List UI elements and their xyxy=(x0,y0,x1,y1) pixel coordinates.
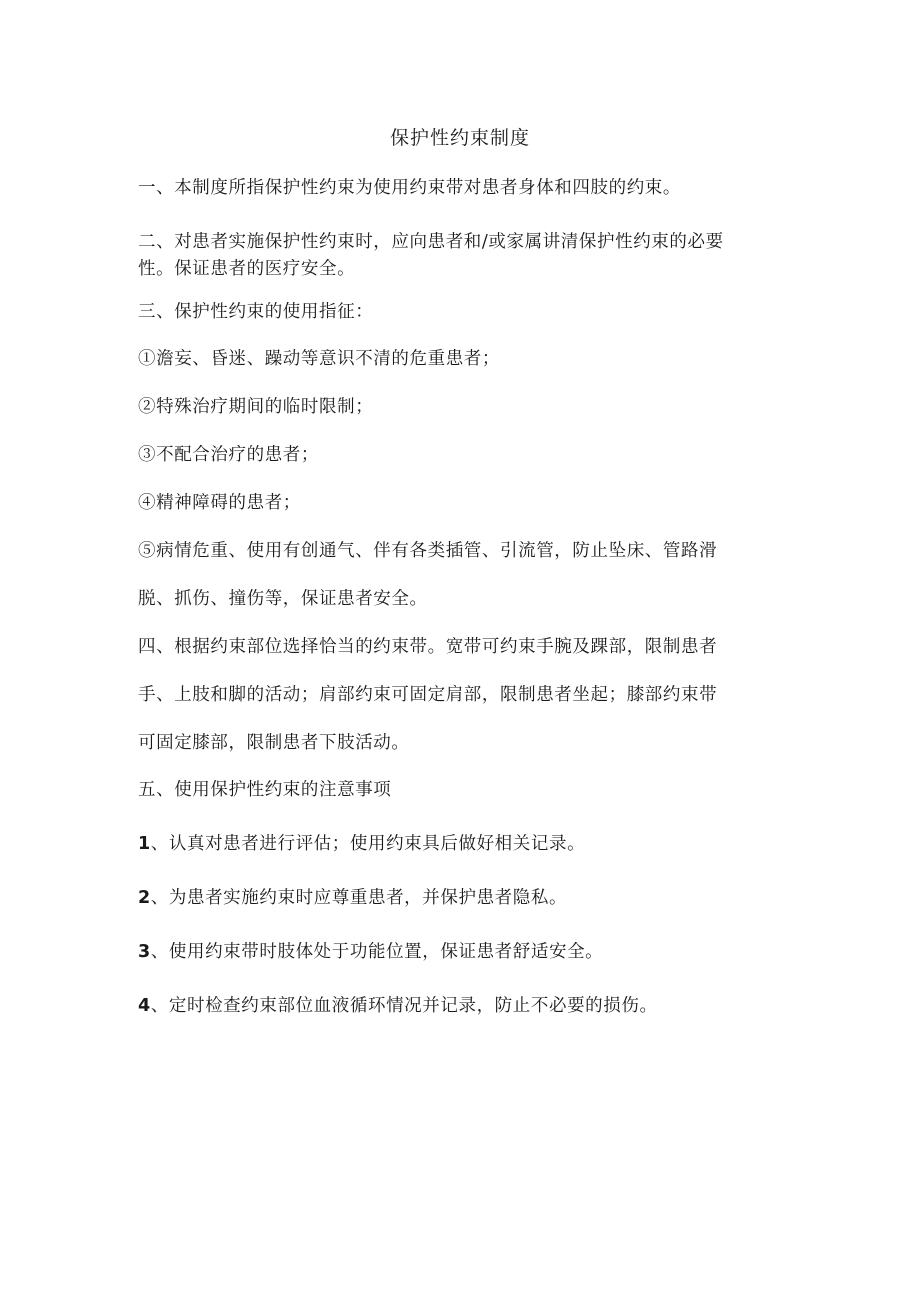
note-2-text: 、为患者实施约束时应尊重患者，并保护患者隐私。 xyxy=(150,888,568,908)
clause-4-line-1: 四、根据约束部位选择恰当的约束带。宽带可约束手腕及踝部，限制患者 xyxy=(138,637,718,657)
note-1 xyxy=(138,830,788,858)
document-title: 保护性约束制度 xyxy=(389,127,530,149)
clause-2-line-2: 性。保证患者的医疗安全。 xyxy=(138,259,356,279)
clause-4-line-2: 手、上肢和脚的活动；肩部约束可固定肩部，限制患者坐起；膝部约束带 xyxy=(138,685,718,705)
note-4 xyxy=(138,992,788,1020)
note-4-number: 4 xyxy=(138,996,151,1016)
indication-5-line-1: ⑤病情危重、使用有创通气、伴有各类插管、引流管，防止坠床、管路滑 xyxy=(138,541,718,561)
clause-1: 一、本制度所指保护性约束为使用约束带对患者身体和四肢的约束。 xyxy=(138,178,681,198)
note-3 xyxy=(138,938,788,966)
note-3-text: 、使用约束带时肢体处于功能位置，保证患者舒适安全。 xyxy=(150,942,604,962)
indication-4: ④精神障碍的患者； xyxy=(138,493,301,513)
clause-3-heading: 三、保护性约束的使用指征： xyxy=(138,302,374,322)
clause-5-heading: 五、使用保护性约束的注意事项 xyxy=(138,780,392,800)
clause-4-line-3: 可固定膝部，限制患者下肢活动。 xyxy=(138,733,410,753)
indication-3: ③不配合治疗的患者； xyxy=(138,445,319,465)
note-1-number: 1 xyxy=(138,834,151,854)
note-2-number: 2 xyxy=(138,888,151,908)
note-2 xyxy=(138,884,788,912)
indication-5-line-2: 脱、抓伤、撞伤等，保证患者安全。 xyxy=(138,589,428,609)
note-4-text: 、定时检查约束部位血液循环情况并记录，防止不必要的损伤。 xyxy=(150,996,658,1016)
note-1-text: 、认真对患者进行评估；使用约束具后做好相关记录。 xyxy=(150,834,586,854)
clause-2-line-1: 二、对患者实施保护性约束时，应向患者和/或家属讲清保护性约束的必要 xyxy=(138,232,724,252)
note-3-number: 3 xyxy=(138,942,151,962)
indication-2: ②特殊治疗期间的临时限制； xyxy=(138,397,374,417)
indication-1: ①澹妄、昏迷、躁动等意识不清的危重患者； xyxy=(138,349,500,369)
